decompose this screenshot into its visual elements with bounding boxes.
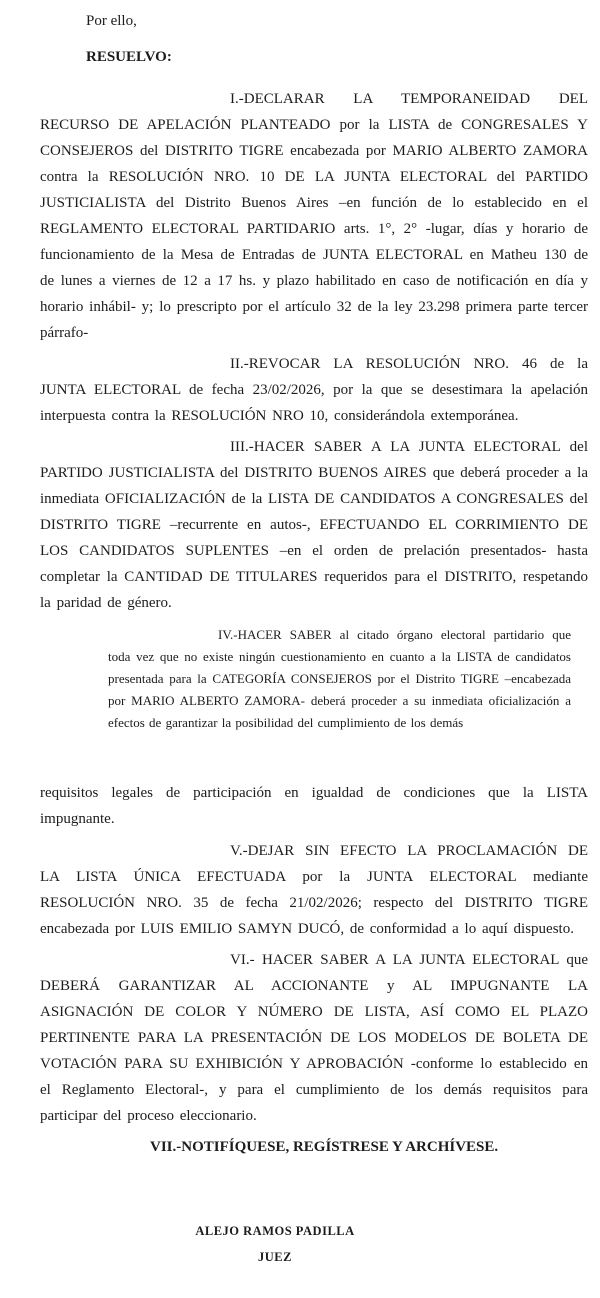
section-iv-continuation: requisitos legales de participación en igualdad de condiciones que la LISTA impugnante. — [40, 785, 588, 827]
intro-phrase: Por ello, — [86, 13, 137, 29]
section-v-paragraph: V.-DEJAR SIN EFECTO LA PROCLAMACIÓN DE LA LISTA ÚNICA EFECTUADA por la JUNTA ELECTORAL mediante RESOLUCIÓN NRO. 35 de fecha 21/02/2026; respecto del DISTRITO TIGRE encabezada por LUIS EMILIO SAMYN DUCÓ, de conformidad a lo aquí dispuesto. — [40, 843, 588, 937]
judge-title: JUEZ — [258, 1250, 292, 1264]
signature-block — [160, 1218, 390, 1270]
section-vi-paragraph: VI.- HACER SABER A LA JUNTA ELECTORAL que DEBERÁ GARANTIZAR AL ACCIONANTE y AL IMPUGNANTE LA ASIGNACIÓN DE COLOR Y NÚMERO DE LISTA, ASÍ COMO EL PLAZO PERTINENTE PARA LA PRESENTACIÓN DE LOS MODELOS DE BOLETA DE VOTACIÓN PARA SU EXHIBICIÓN Y APROBACIÓN -conforme lo establecido en el Reglamento Electoral-, y para el cumplimiento de los demás requisitos para participar del proceso eleccionario. — [40, 952, 588, 1124]
resuelvo-heading: RESUELVO: — [86, 49, 172, 65]
section-vii-closing: VII.-NOTIFÍQUESE, REGÍSTRESE Y ARCHÍVESE. — [150, 1139, 499, 1155]
section-iii-paragraph: III.-HACER SABER A LA JUNTA ELECTORAL del PARTIDO JUSTICIALISTA del DISTRITO BUENOS AIRES que deberá proceder a la inmediata OFICIALIZACIÓN de la LISTA DE CANDIDATOS A CONGRESALES del DISTRITO TIGRE –recurrente en autos-, EFECTUANDO EL CORRIMIENTO DE LOS CANDIDATOS SUPLENTES –en el orden de prelación presentados- hasta completar la CANTIDAD DE TITULARES requeridos para el DISTRITO, respetando la paridad de género. — [40, 439, 588, 611]
judge-name: ALEJO RAMOS PADILLA — [195, 1224, 355, 1238]
section-ii-paragraph: II.-REVOCAR LA RESOLUCIÓN NRO. 46 de la JUNTA ELECTORAL de fecha 23/02/2026, por la que se desestimara la apelación interpuesta contra la RESOLUCIÓN NRO 10, considerándola extemporánea. — [40, 356, 588, 424]
section-iv-paragraph: IV.-HACER SABER al citado órgano electoral partidario que toda vez que no existe ningún cuestionamiento en cuanto a la LISTA de candidatos presentada para la CATEGORÍA CONSEJEROS por el Distrito TIGRE –encabezada por MARIO ALBERTO ZAMORA- deberá proceder a su inmediata oficialización a efectos de garantizar la posibilidad del cumplimiento de los demás — [108, 627, 571, 730]
section-i-paragraph: I.-DECLARAR LA TEMPORANEIDAD DEL RECURSO DE APELACIÓN PLANTEADO por la LISTA de CONGRESALES Y CONSEJEROS del DISTRITO TIGRE encabezada por MARIO ALBERTO ZAMORA contra la RESOLUCIÓN NRO. 10 DE LA JUNTA ELECTORAL del PARTIDO JUSTICIALISTA del Distrito Buenos Aires –en función de lo establecido en el REGLAMENTO ELECTORAL PARTIDARIO arts. 1°, 2° -lugar, días y horario de funcionamiento de la Mesa de Entradas de JUNTA ELECTORAL en Matheu 130 de de lunes a viernes de 12 a 17 hs. y plazo habilitado en caso de notificación en día y horario inhábil- y; lo prescripto por el artículo 32 de la ley 23.298 primera parte tercer párrafo- — [40, 91, 588, 341]
